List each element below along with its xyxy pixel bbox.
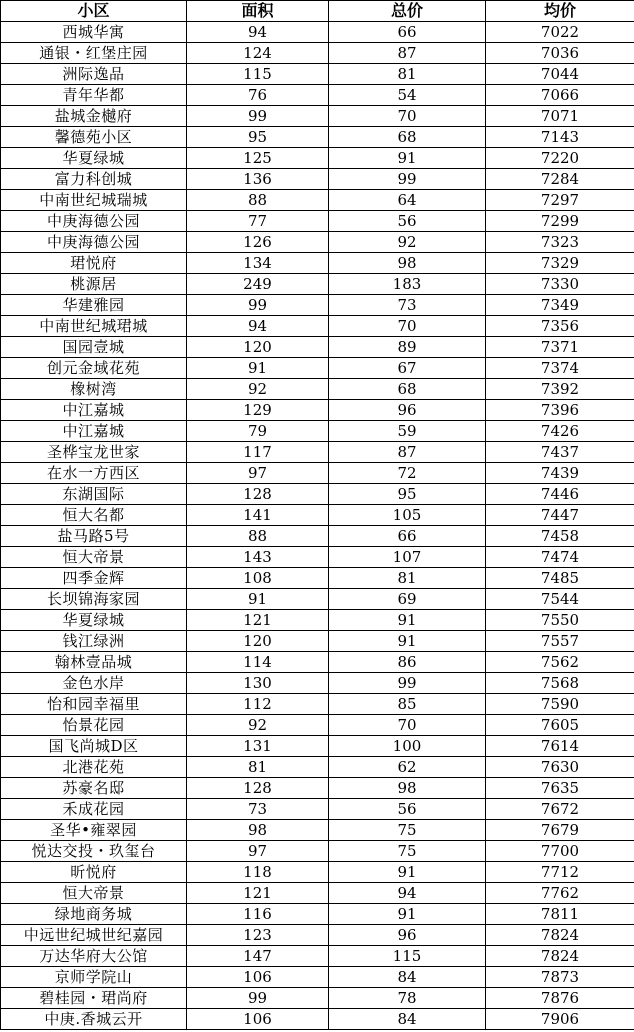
- unit-price-cell[interactable]: 7349: [486, 295, 634, 316]
- total-cell[interactable]: 62: [329, 757, 486, 778]
- total-cell[interactable]: 81: [329, 64, 486, 85]
- unit-price-cell[interactable]: 7374: [486, 358, 634, 379]
- area-cell[interactable]: 126: [187, 232, 329, 253]
- area-cell[interactable]: 99: [187, 295, 329, 316]
- area-cell[interactable]: 143: [187, 547, 329, 568]
- area-cell[interactable]: 120: [187, 631, 329, 652]
- total-cell[interactable]: 91: [329, 148, 486, 169]
- name-cell[interactable]: 禾成花园: [1, 799, 187, 820]
- unit-price-cell[interactable]: 7762: [486, 883, 634, 904]
- table-row: [1, 736, 634, 757]
- unit-price-cell[interactable]: 7297: [486, 190, 634, 211]
- area-cell[interactable]: 95: [187, 127, 329, 148]
- total-cell[interactable]: 75: [329, 841, 486, 862]
- table-row: [1, 190, 634, 211]
- name-cell[interactable]: 西城华寓: [1, 22, 187, 43]
- unit-price-cell[interactable]: 7143: [486, 127, 634, 148]
- total-cell[interactable]: 81: [329, 568, 486, 589]
- area-cell[interactable]: 91: [187, 358, 329, 379]
- area-cell[interactable]: 106: [187, 967, 329, 988]
- table-row: [1, 862, 634, 883]
- table-row: [1, 358, 634, 379]
- area-cell[interactable]: 130: [187, 673, 329, 694]
- table-row: [1, 988, 634, 1009]
- total-cell[interactable]: 70: [329, 316, 486, 337]
- area-cell[interactable]: 120: [187, 337, 329, 358]
- name-cell[interactable]: 东湖国际: [1, 484, 187, 505]
- total-cell[interactable]: 115: [329, 946, 486, 967]
- name-cell[interactable]: 中江嘉城: [1, 421, 187, 442]
- name-cell[interactable]: 盐城金樾府: [1, 106, 187, 127]
- unit-price-cell[interactable]: 7824: [486, 925, 634, 946]
- name-cell[interactable]: 圣桦宝龙世家: [1, 442, 187, 463]
- total-cell[interactable]: 107: [329, 547, 486, 568]
- unit-price-cell[interactable]: 7458: [486, 526, 634, 547]
- unit-price-cell[interactable]: 7824: [486, 946, 634, 967]
- name-cell[interactable]: 恒大帝景: [1, 883, 187, 904]
- unit-price-cell[interactable]: 7447: [486, 505, 634, 526]
- total-cell[interactable]: 78: [329, 988, 486, 1009]
- unit-price-cell[interactable]: 7635: [486, 778, 634, 799]
- unit-price-cell[interactable]: 7044: [486, 64, 634, 85]
- name-cell[interactable]: 四季金辉: [1, 568, 187, 589]
- unit-price-cell[interactable]: 7330: [486, 274, 634, 295]
- unit-price-cell[interactable]: 7679: [486, 820, 634, 841]
- unit-price-cell[interactable]: 7590: [486, 694, 634, 715]
- unit-price-cell[interactable]: 7876: [486, 988, 634, 1009]
- area-cell[interactable]: 108: [187, 568, 329, 589]
- area-cell[interactable]: 129: [187, 400, 329, 421]
- total-cell[interactable]: 183: [329, 274, 486, 295]
- total-cell[interactable]: 56: [329, 211, 486, 232]
- table-row: [1, 778, 634, 799]
- table-row: [1, 22, 634, 43]
- name-cell[interactable]: 中南世纪城珺城: [1, 316, 187, 337]
- table-row: [1, 106, 634, 127]
- table-row: [1, 484, 634, 505]
- area-cell[interactable]: 106: [187, 1009, 329, 1030]
- table-row: [1, 820, 634, 841]
- unit-price-cell[interactable]: 7396: [486, 400, 634, 421]
- area-cell[interactable]: 98: [187, 820, 329, 841]
- unit-price-cell[interactable]: 7439: [486, 463, 634, 484]
- name-cell[interactable]: 悦达交投・玖玺台: [1, 841, 187, 862]
- total-cell[interactable]: 98: [329, 253, 486, 274]
- name-cell[interactable]: 碧桂园・珺尚府: [1, 988, 187, 1009]
- unit-price-cell[interactable]: 7446: [486, 484, 634, 505]
- table-row: [1, 925, 634, 946]
- table-row: [1, 610, 634, 631]
- total-cell[interactable]: 59: [329, 421, 486, 442]
- unit-price-cell[interactable]: 7700: [486, 841, 634, 862]
- table-row: [1, 274, 634, 295]
- area-cell[interactable]: 115: [187, 64, 329, 85]
- table-row: [1, 526, 634, 547]
- area-cell[interactable]: 121: [187, 883, 329, 904]
- unit-price-cell[interactable]: 7712: [486, 862, 634, 883]
- unit-price-cell[interactable]: 7284: [486, 169, 634, 190]
- table-row: [1, 799, 634, 820]
- area-cell[interactable]: 125: [187, 148, 329, 169]
- area-cell[interactable]: 73: [187, 799, 329, 820]
- unit-price-cell[interactable]: 7672: [486, 799, 634, 820]
- total-cell[interactable]: 98: [329, 778, 486, 799]
- unit-price-cell[interactable]: 7426: [486, 421, 634, 442]
- table-row: [1, 631, 634, 652]
- name-cell[interactable]: 恒大名都: [1, 505, 187, 526]
- table-row: [1, 43, 634, 64]
- area-cell[interactable]: 99: [187, 106, 329, 127]
- table-row: [1, 379, 634, 400]
- name-cell[interactable]: 绿地商务城: [1, 904, 187, 925]
- area-cell[interactable]: 81: [187, 757, 329, 778]
- total-cell[interactable]: 64: [329, 190, 486, 211]
- table-row: [1, 127, 634, 148]
- unit-price-cell[interactable]: 7562: [486, 652, 634, 673]
- total-cell[interactable]: 73: [329, 295, 486, 316]
- unit-price-cell[interactable]: 7557: [486, 631, 634, 652]
- table-row: [1, 715, 634, 736]
- area-cell[interactable]: 97: [187, 841, 329, 862]
- table-row: [1, 64, 634, 85]
- name-cell[interactable]: 中远世纪城世纪嘉园: [1, 925, 187, 946]
- name-cell[interactable]: 盐马路5号: [1, 526, 187, 547]
- name-cell[interactable]: 在水一方西区: [1, 463, 187, 484]
- total-cell[interactable]: 86: [329, 652, 486, 673]
- table-row: [1, 232, 634, 253]
- unit-price-cell[interactable]: 7371: [486, 337, 634, 358]
- total-cell[interactable]: 70: [329, 715, 486, 736]
- unit-price-cell[interactable]: 7568: [486, 673, 634, 694]
- unit-price-cell[interactable]: 7329: [486, 253, 634, 274]
- table-row: [1, 400, 634, 421]
- table-row: [1, 148, 634, 169]
- name-cell[interactable]: 富力科创城: [1, 169, 187, 190]
- name-cell[interactable]: 国飞尚城D区: [1, 736, 187, 757]
- name-cell[interactable]: 华建雅园: [1, 295, 187, 316]
- name-cell[interactable]: 圣华•雍翠园: [1, 820, 187, 841]
- name-cell[interactable]: 珺悦府: [1, 253, 187, 274]
- name-cell[interactable]: 钱江绿洲: [1, 631, 187, 652]
- total-cell[interactable]: 56: [329, 799, 486, 820]
- name-cell[interactable]: 中庚.香城云开: [1, 1009, 187, 1030]
- area-cell[interactable]: 118: [187, 862, 329, 883]
- name-cell[interactable]: 京师学院山: [1, 967, 187, 988]
- name-cell[interactable]: 华夏绿城: [1, 610, 187, 631]
- name-cell[interactable]: 中南世纪城瑞城: [1, 190, 187, 211]
- name-cell[interactable]: 桃源居: [1, 274, 187, 295]
- area-cell[interactable]: 79: [187, 421, 329, 442]
- unit-price-cell[interactable]: 7036: [486, 43, 634, 64]
- total-cell[interactable]: 91: [329, 862, 486, 883]
- area-cell[interactable]: 128: [187, 484, 329, 505]
- area-cell[interactable]: 249: [187, 274, 329, 295]
- unit-price-cell[interactable]: 7485: [486, 568, 634, 589]
- area-cell[interactable]: 77: [187, 211, 329, 232]
- unit-price-cell[interactable]: 7066: [486, 85, 634, 106]
- name-cell[interactable]: 恒大帝景: [1, 547, 187, 568]
- table-row: [1, 337, 634, 358]
- total-cell[interactable]: 96: [329, 925, 486, 946]
- table-row: [1, 841, 634, 862]
- area-cell[interactable]: 136: [187, 169, 329, 190]
- total-cell[interactable]: 84: [329, 1009, 486, 1030]
- name-cell[interactable]: 华夏绿城: [1, 148, 187, 169]
- total-cell[interactable]: 85: [329, 694, 486, 715]
- total-cell[interactable]: 67: [329, 358, 486, 379]
- name-cell[interactable]: 洲际逸品: [1, 64, 187, 85]
- total-cell[interactable]: 100: [329, 736, 486, 757]
- name-cell[interactable]: 金色水岸: [1, 673, 187, 694]
- total-cell[interactable]: 87: [329, 43, 486, 64]
- name-cell[interactable]: 通银・红堡庄园: [1, 43, 187, 64]
- total-cell[interactable]: 94: [329, 883, 486, 904]
- unit-price-cell[interactable]: 7811: [486, 904, 634, 925]
- area-cell[interactable]: 124: [187, 43, 329, 64]
- area-cell[interactable]: 88: [187, 190, 329, 211]
- area-cell[interactable]: 97: [187, 463, 329, 484]
- area-cell[interactable]: 94: [187, 316, 329, 337]
- area-cell[interactable]: 94: [187, 22, 329, 43]
- name-cell[interactable]: 苏豪名邸: [1, 778, 187, 799]
- table-row: [1, 673, 634, 694]
- table-row: [1, 316, 634, 337]
- total-cell[interactable]: 68: [329, 127, 486, 148]
- unit-price-cell[interactable]: 7544: [486, 589, 634, 610]
- table-row: [1, 85, 634, 106]
- name-cell[interactable]: 怡景花园: [1, 715, 187, 736]
- name-cell[interactable]: 中江嘉城: [1, 400, 187, 421]
- unit-price-cell[interactable]: 7474: [486, 547, 634, 568]
- unit-price-cell[interactable]: 7071: [486, 106, 634, 127]
- name-cell[interactable]: 中庚海德公园: [1, 232, 187, 253]
- table-row: [1, 694, 634, 715]
- total-cell[interactable]: 70: [329, 106, 486, 127]
- header-cell-total[interactable]: 总价: [329, 1, 486, 22]
- unit-price-cell[interactable]: 7022: [486, 22, 634, 43]
- area-cell[interactable]: 112: [187, 694, 329, 715]
- table-row: [1, 463, 634, 484]
- unit-price-cell[interactable]: 7437: [486, 442, 634, 463]
- header-cell-area[interactable]: 面积: [187, 1, 329, 22]
- total-cell[interactable]: 66: [329, 22, 486, 43]
- area-cell[interactable]: 131: [187, 736, 329, 757]
- area-cell[interactable]: 123: [187, 925, 329, 946]
- total-cell[interactable]: 92: [329, 232, 486, 253]
- total-cell[interactable]: 96: [329, 400, 486, 421]
- area-cell[interactable]: 121: [187, 610, 329, 631]
- table-row: [1, 169, 634, 190]
- total-cell[interactable]: 99: [329, 169, 486, 190]
- header-row: [1, 1, 634, 22]
- total-cell[interactable]: 84: [329, 967, 486, 988]
- header-cell-name[interactable]: 小区: [1, 1, 187, 22]
- unit-price-cell[interactable]: 7299: [486, 211, 634, 232]
- name-cell[interactable]: 昕悦府: [1, 862, 187, 883]
- table-row: [1, 967, 634, 988]
- header-cell-unit-price[interactable]: 均价: [486, 1, 634, 22]
- total-cell[interactable]: 72: [329, 463, 486, 484]
- total-cell[interactable]: 66: [329, 526, 486, 547]
- name-cell[interactable]: 万达华府大公馆: [1, 946, 187, 967]
- area-cell[interactable]: 92: [187, 715, 329, 736]
- unit-price-cell[interactable]: 7630: [486, 757, 634, 778]
- name-cell[interactable]: 中庚海德公园: [1, 211, 187, 232]
- area-cell[interactable]: 88: [187, 526, 329, 547]
- unit-price-cell[interactable]: 7550: [486, 610, 634, 631]
- table-row: [1, 883, 634, 904]
- area-cell[interactable]: 99: [187, 988, 329, 1009]
- table-row: [1, 421, 634, 442]
- table-row: [1, 757, 634, 778]
- table-row: [1, 442, 634, 463]
- total-cell[interactable]: 68: [329, 379, 486, 400]
- name-cell[interactable]: 北港花苑: [1, 757, 187, 778]
- area-cell[interactable]: 147: [187, 946, 329, 967]
- area-cell[interactable]: 117: [187, 442, 329, 463]
- total-cell[interactable]: 87: [329, 442, 486, 463]
- total-cell[interactable]: 91: [329, 904, 486, 925]
- area-cell[interactable]: 92: [187, 379, 329, 400]
- area-cell[interactable]: 134: [187, 253, 329, 274]
- area-cell[interactable]: 114: [187, 652, 329, 673]
- unit-price-cell[interactable]: 7614: [486, 736, 634, 757]
- table-row: [1, 547, 634, 568]
- total-cell[interactable]: 69: [329, 589, 486, 610]
- total-cell[interactable]: 54: [329, 85, 486, 106]
- name-cell[interactable]: 青年华都: [1, 85, 187, 106]
- name-cell[interactable]: 怡和园幸福里: [1, 694, 187, 715]
- area-cell[interactable]: 141: [187, 505, 329, 526]
- total-cell[interactable]: 95: [329, 484, 486, 505]
- unit-price-cell[interactable]: 7873: [486, 967, 634, 988]
- unit-price-cell[interactable]: 7323: [486, 232, 634, 253]
- unit-price-cell[interactable]: 7392: [486, 379, 634, 400]
- table-row: [1, 211, 634, 232]
- name-cell[interactable]: 长坝锦海家园: [1, 589, 187, 610]
- area-cell[interactable]: 91: [187, 589, 329, 610]
- table-row: [1, 652, 634, 673]
- name-cell[interactable]: 翰林壹品城: [1, 652, 187, 673]
- total-cell[interactable]: 91: [329, 610, 486, 631]
- total-cell[interactable]: 105: [329, 505, 486, 526]
- unit-price-cell[interactable]: 7220: [486, 148, 634, 169]
- table-row: [1, 505, 634, 526]
- table-row: [1, 1009, 634, 1030]
- table-row: [1, 295, 634, 316]
- total-cell[interactable]: 75: [329, 820, 486, 841]
- unit-price-cell[interactable]: 7605: [486, 715, 634, 736]
- name-cell[interactable]: 馨德苑小区: [1, 127, 187, 148]
- total-cell[interactable]: 89: [329, 337, 486, 358]
- unit-price-cell[interactable]: 7906: [486, 1009, 634, 1030]
- table-row: [1, 568, 634, 589]
- table-row: [1, 253, 634, 274]
- table-row: [1, 589, 634, 610]
- table-row: [1, 946, 634, 967]
- name-cell[interactable]: 橡树湾: [1, 379, 187, 400]
- area-cell[interactable]: 116: [187, 904, 329, 925]
- table-row: [1, 904, 634, 925]
- total-cell[interactable]: 99: [329, 673, 486, 694]
- table-body: [1, 22, 634, 1030]
- area-cell[interactable]: 76: [187, 85, 329, 106]
- total-cell[interactable]: 91: [329, 631, 486, 652]
- unit-price-cell[interactable]: 7356: [486, 316, 634, 337]
- name-cell[interactable]: 创元金域花苑: [1, 358, 187, 379]
- name-cell[interactable]: 国园壹城: [1, 337, 187, 358]
- area-cell[interactable]: 128: [187, 778, 329, 799]
